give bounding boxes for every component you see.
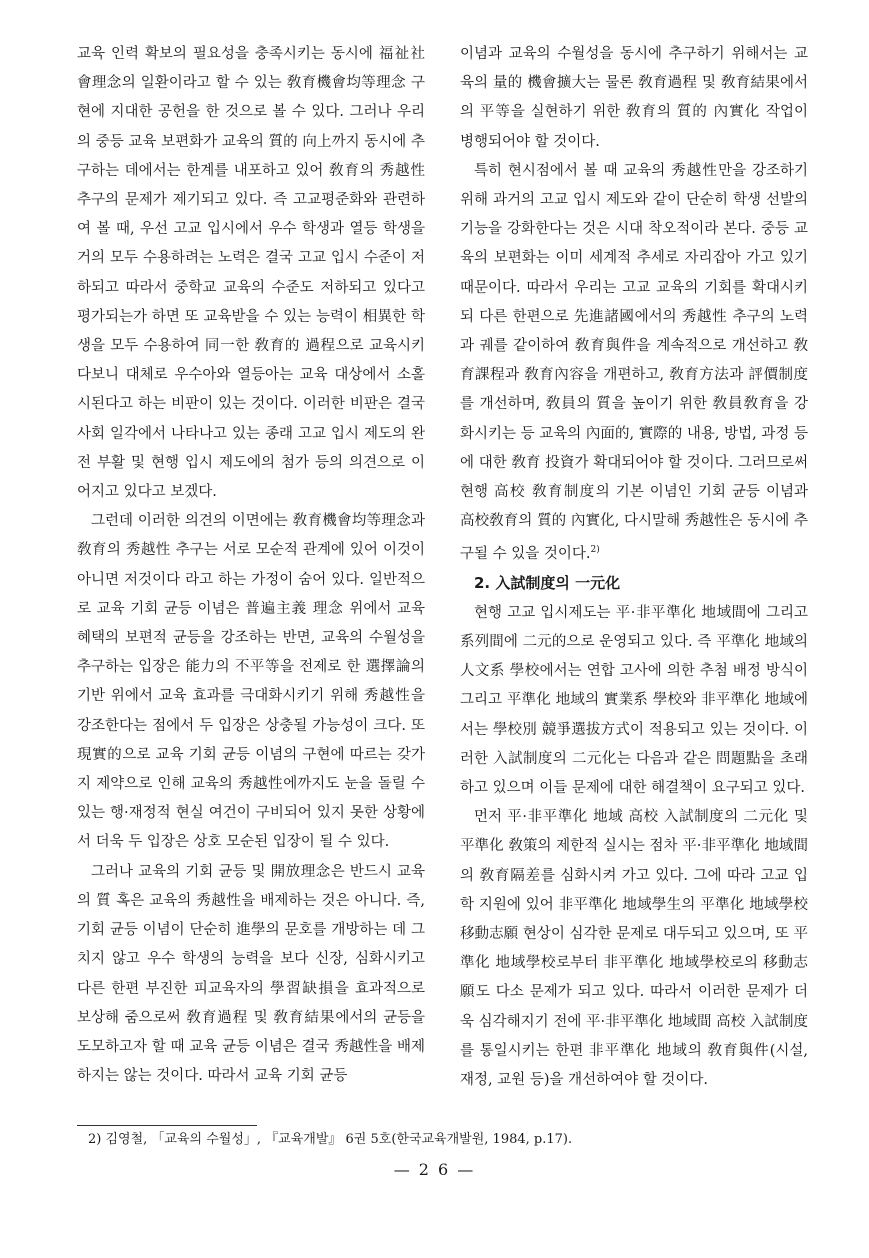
footnote-reference: 2) bbox=[590, 545, 600, 556]
left-column bbox=[77, 40, 425, 1091]
paragraph: 먼저 平·非平準化 地域 高校 入試制度의 二元化 및 平準化 敎策의 제한적 실시는 점차 平·非平準化 地域間의 敎育隔差를 심화시켜 가고 있다. 그에 따라 고교 입학 지원에 있어 非平準化 地域學生의 平準化 地域學校 移動志願 현상이 심각한 문제로 대두되고 있으며, 또 平準化 地域學校로부터 非平準化 地域學校로의 移動志願도 다소 문제가 되고 있다. 따라서 이러한 문제가 더욱 심각해지기 전에 平·非平準化 地域間 高校 入試制度를 통일시키는 한편 非平準化 地域의 敎育與件(시설, 재정, 교원 등)을 개선하여야 할 것이다. bbox=[460, 809, 808, 1088]
page-number: — 2 6 — bbox=[393, 1160, 476, 1179]
paragraph: 현행 고교 입시제도는 平·非平準化 地域間에 그리고 系列間에 二元的으로 운영되고 있다. 즉 平準化 地域의 人文系 學校에서는 연합 고사에 의한 추첨 배정 방식이 그리고 平準化 地域의 實業系 學校와 非平準化 地域에서는 學校別 競爭選拔方式이 적용되고 있는 것이다. 이러한 入試制度의 二元化는 다음과 같은 問題點을 초래하고 있으며 이들 문제에 대한 해결책이 요구되고 있다. bbox=[460, 604, 808, 796]
section-heading: 2. 入試制度의 一元化 bbox=[474, 574, 621, 593]
footnote: 2) 김영철, 「교육의 수월성」, 『교육개발』 6권 5호(한국교육개발원, 1984, p.17). bbox=[88, 1132, 573, 1147]
paragraph: 그런데 이러한 의견의 이면에는 敎育機會均等理念과 敎育의 秀越性 추구는 서로 모순적 관계에 있어 이것이 아니면 저것이다 라고 하는 가정이 숨어 있다. 일반적으로 교육 기회 균등 이념은 普遍主義 理念 위에서 교육 혜택의 보편적 균등을 강조하는 반면, 교육의 수월성을 추구하는 입장은 能力의 不平等을 전제로 한 選擇論의 기반 위에서 교육 효과를 극대화시키기 위해 秀越性을 강조한다는 점에서 두 입장은 상충될 가능성이 크다. 또 現實的으로 교육 기회 균등 이념의 구현에 따르는 갖가지 제약으로 인해 교육의 秀越性에까지도 눈을 돌릴 수 있는 행·재정적 현실 여건이 구비되어 있지 못한 상황에서 더욱 두 입장은 상호 모순된 입장이 될 수 있다. bbox=[77, 513, 425, 851]
footnote-divider bbox=[77, 1125, 257, 1126]
paragraph: 이념과 교육의 수월성을 동시에 추구하기 위해서는 교육의 量的 機會擴大는 물론 敎育過程 및 敎育結果에서의 平等을 실현하기 위한 敎育의 質的 內實化 작업이 병행되어야 할 것이다. bbox=[460, 46, 808, 150]
paragraph: 그러나 교육의 기회 균등 및 開放理念은 반드시 교육의 質 혹은 교육의 秀越性을 배제하는 것은 아니다. 즉, 기회 균등 이념이 단순히 進學의 문호를 개방하는 데 그치지 않고 우수 학생의 능력을 보다 신장, 심화시키고 다른 한편 부진한 피교육자의 學習缺損을 효과적으로 보상해 줌으로써 敎育過程 및 敎育結果에서의 균등을 도모하고자 할 때 교육 균등 이념은 결국 秀越性을 배제하지는 않는 것이다. 따라서 교육 기회 균등 bbox=[77, 863, 425, 1085]
paragraph: 교육 인력 확보의 필요성을 충족시키는 동시에 福祉社會理念의 일환이라고 할 수 있는 敎育機會均等理念 구현에 지대한 공헌을 한 것으로 볼 수 있다. 그러나 우리의 중등 교육 보편화가 교육의 質的 向上까지 동시에 추구하는 데에서는 한계를 내포하고 있어 敎育의 秀越性 추구의 문제가 제기되고 있다. 즉 고교평준화와 관련하여 볼 때, 우선 고교 입시에서 우수 학생과 열등 학생을 거의 모두 수용하려는 노력은 결국 고교 입시 수준이 저하되고 따라서 중학교 교육의 수준도 저하되고 있다고 평가되는가 하면 또 교육받을 수 있는 능력이 相異한 학생을 모두 수용하여 同一한 敎育的 過程으로 교육시키다보니 대체로 우수아와 열등아는 교육 대상에서 소홀시된다고 하는 비판이 있는 것이다. 이러한 비판은 결국 사회 일각에서 나타나고 있는 종래 고교 입시 제도의 완전 부활 및 현행 입시 제도에의 첨가 등의 의견으로 이어지고 있다고 보겠다. bbox=[77, 46, 425, 501]
paragraph bbox=[460, 157, 808, 570]
paragraph-text: 특히 현시점에서 볼 때 교육의 秀越性만을 강조하기 위해 과거의 고교 입시 제도와 같이 단순히 학생 선발의 기능을 강화한다는 것은 시대 착오적이라 본다. 중등 교육의 보편화는 이미 세계적 추세로 자리잡아 가고 있기 때문이다. 따라서 우리는 고교 교육의 기회를 확대시키되 다른 한편으로 先進諸國에서의 秀越性 추구의 노력과 궤를 같이하여 敎育與件을 계속적으로 개선하고 敎育課程과 敎育內容을 개편하고, 敎育方法과 評價制度를 개선하며, 敎員의 質을 높이기 위한 敎員敎育을 강화시키는 등 교육의 內面的, 實際的 내용, 방법, 과정 등에 대한 敎育 投資가 확대되어야 할 것이다. 그러므로써 현행 高校 敎育制度의 기본 이념인 기회 균등 이념과 高校敎育의 質的 內實化, 다시말해 秀越性은 동시에 추구될 수 있을 것이다. bbox=[460, 162, 808, 563]
right-column bbox=[460, 40, 808, 1095]
